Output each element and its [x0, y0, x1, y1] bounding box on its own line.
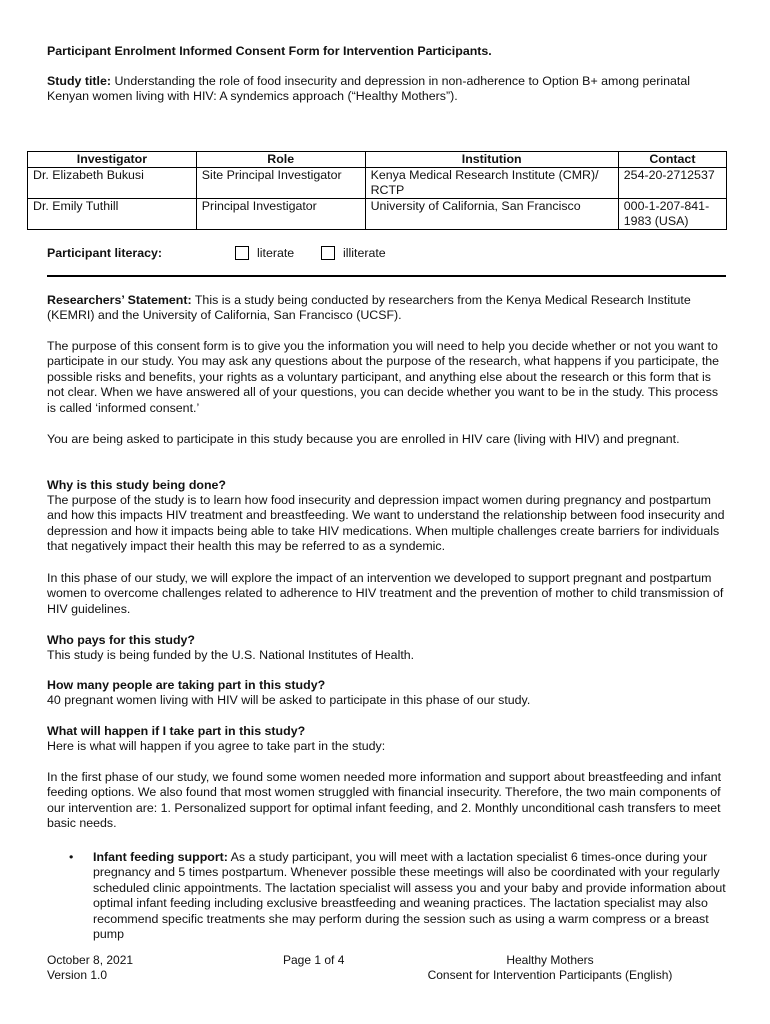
footer-project: Healthy Mothers [506, 953, 594, 967]
what-happens-heading: What will happen if I take part in this study? [47, 724, 306, 738]
why-paragraph: The purpose of the study is to learn how food insecurity and depression impact women during pregnancy and postpartum and how this impacts HIV treatment and breastfeeding. We want to understand the relationship between food insecurity and depression and how it impacts being able to take HIV medications. When multiple challenges create barriers for individuals that negatively impact their health this may be referred to as a syndemic. [47, 493, 725, 554]
cell-role: Site Principal Investigator [196, 168, 365, 199]
header-role: Role [196, 152, 365, 168]
cell-institution: University of California, San Francisco [365, 199, 618, 230]
literate-label: literate [257, 246, 295, 260]
cell-contact: 254-20-2712537 [618, 168, 726, 199]
footer-right [410, 953, 690, 983]
header-institution: Institution [365, 152, 618, 168]
infant-feeding-text: As a study participant, you will meet with a lactation specialist 6 times-once during your pregnancy and 5 times postpartum. Whenever possible these meetings will also be coordinated with your regularly scheduled clinic appointments. The lactation specialist will assess you and your baby and provide information about optimal infant feeding including exclusive breastfeeding and weaning practices. The lactation specialist may also recommend specific treatments she may perform during the session such as using a warm compress or a breast pump [93, 850, 726, 942]
infant-feeding-label: Infant feeding support: [93, 850, 228, 864]
illiterate-checkbox[interactable] [321, 246, 335, 260]
header-contact: Contact [618, 152, 726, 168]
eligibility-paragraph: You are being asked to participate in this study because you are enrolled in HIV care (living with HIV) and pregnant. [47, 432, 680, 446]
pays-text: This study is being funded by the U.S. National Institutes of Health. [47, 648, 415, 662]
purpose-paragraph: The purpose of this consent form is to give you the information you will need to help you decide whether or not you want to participate in our study. You may ask any questions about the purpose of the research, what happens if you participate, the possible risks and benefits, your rights as a voluntary participant, and anything else about the research or this form that is not clear. When we have answered all of your questions, you can decide whether you want to be in the study. This process is called ‘informed consent.’ [47, 339, 720, 415]
footer-date: October 8, 2021 [47, 953, 134, 967]
phase-paragraph: In this phase of our study, we will explore the impact of an intervention we developed to support pregnant and postpartum women to overcome challenges related to adherence to HIV treatment and the prevention of mother to child transmission of HIV guidelines. [47, 571, 724, 616]
literate-checkbox[interactable] [235, 246, 249, 260]
footer-form-name: Consent for Intervention Participants (English) [427, 968, 673, 982]
study-title [47, 74, 727, 105]
statement-text: This is a study being conducted by researchers from the Kenya Medical Research Institute (KEMRI) and the University of California, San Francisco (UCSF). [47, 293, 691, 323]
investigator-table [27, 151, 727, 230]
cell-role: Principal Investigator [196, 199, 365, 230]
how-many-heading: How many people are taking part in this study? [47, 678, 326, 692]
pays-heading: Who pays for this study? [47, 633, 196, 647]
how-many-text: 40 pregnant women living with HIV will be asked to participate in this phase of our study. [47, 693, 531, 707]
statement-label: Researchers’ Statement: [47, 293, 192, 307]
document-title: Participant Enrolment Informed Consent Form for Intervention Participants. [47, 44, 492, 58]
table-row [28, 168, 727, 199]
cell-institution: Kenya Medical Research Institute (CMR)/ RCTP [365, 168, 618, 199]
bullet-icon: • [69, 850, 74, 864]
header-investigator: Investigator [28, 152, 197, 168]
what-happens-text: Here is what will happen if you agree to take part in the study: [47, 739, 386, 753]
intervention-paragraph: In the first phase of our study, we found some women needed more information and support about breastfeeding and infant feeding options. We also found that most women struggled with financial insecurity. Therefore, the two main components of our intervention are: 1. Personalized support for optimal infant feeding, and 2. Monthly unconditional cash transfers to meet basic needs. [47, 770, 722, 831]
footer-left [47, 953, 133, 983]
study-title-text: Understanding the role of food insecurity and depression in non-adherence to Option B+ among perinatal Kenyan women living with HIV: A syndemics approach (“Healthy Mothers”). [47, 74, 690, 104]
participant-literacy [47, 246, 727, 264]
cell-contact: 000-1-207-841-1983 (USA) [618, 199, 726, 230]
cell-investigator: Dr. Emily Tuthill [28, 199, 197, 230]
why-heading: Why is this study being done? [47, 478, 226, 492]
study-title-label: Study title: [47, 74, 112, 88]
literacy-label: Participant literacy: [47, 246, 163, 260]
section-divider [47, 275, 726, 277]
list-item [47, 850, 727, 942]
table-header-row [28, 152, 727, 168]
illiterate-label: illiterate [343, 246, 386, 260]
footer-page-number: Page 1 of 4 [283, 953, 345, 967]
researchers-statement [47, 293, 727, 324]
intervention-list [47, 850, 727, 942]
table-row [28, 199, 727, 230]
cell-investigator: Dr. Elizabeth Bukusi [28, 168, 197, 199]
footer-version: Version 1.0 [47, 968, 108, 982]
